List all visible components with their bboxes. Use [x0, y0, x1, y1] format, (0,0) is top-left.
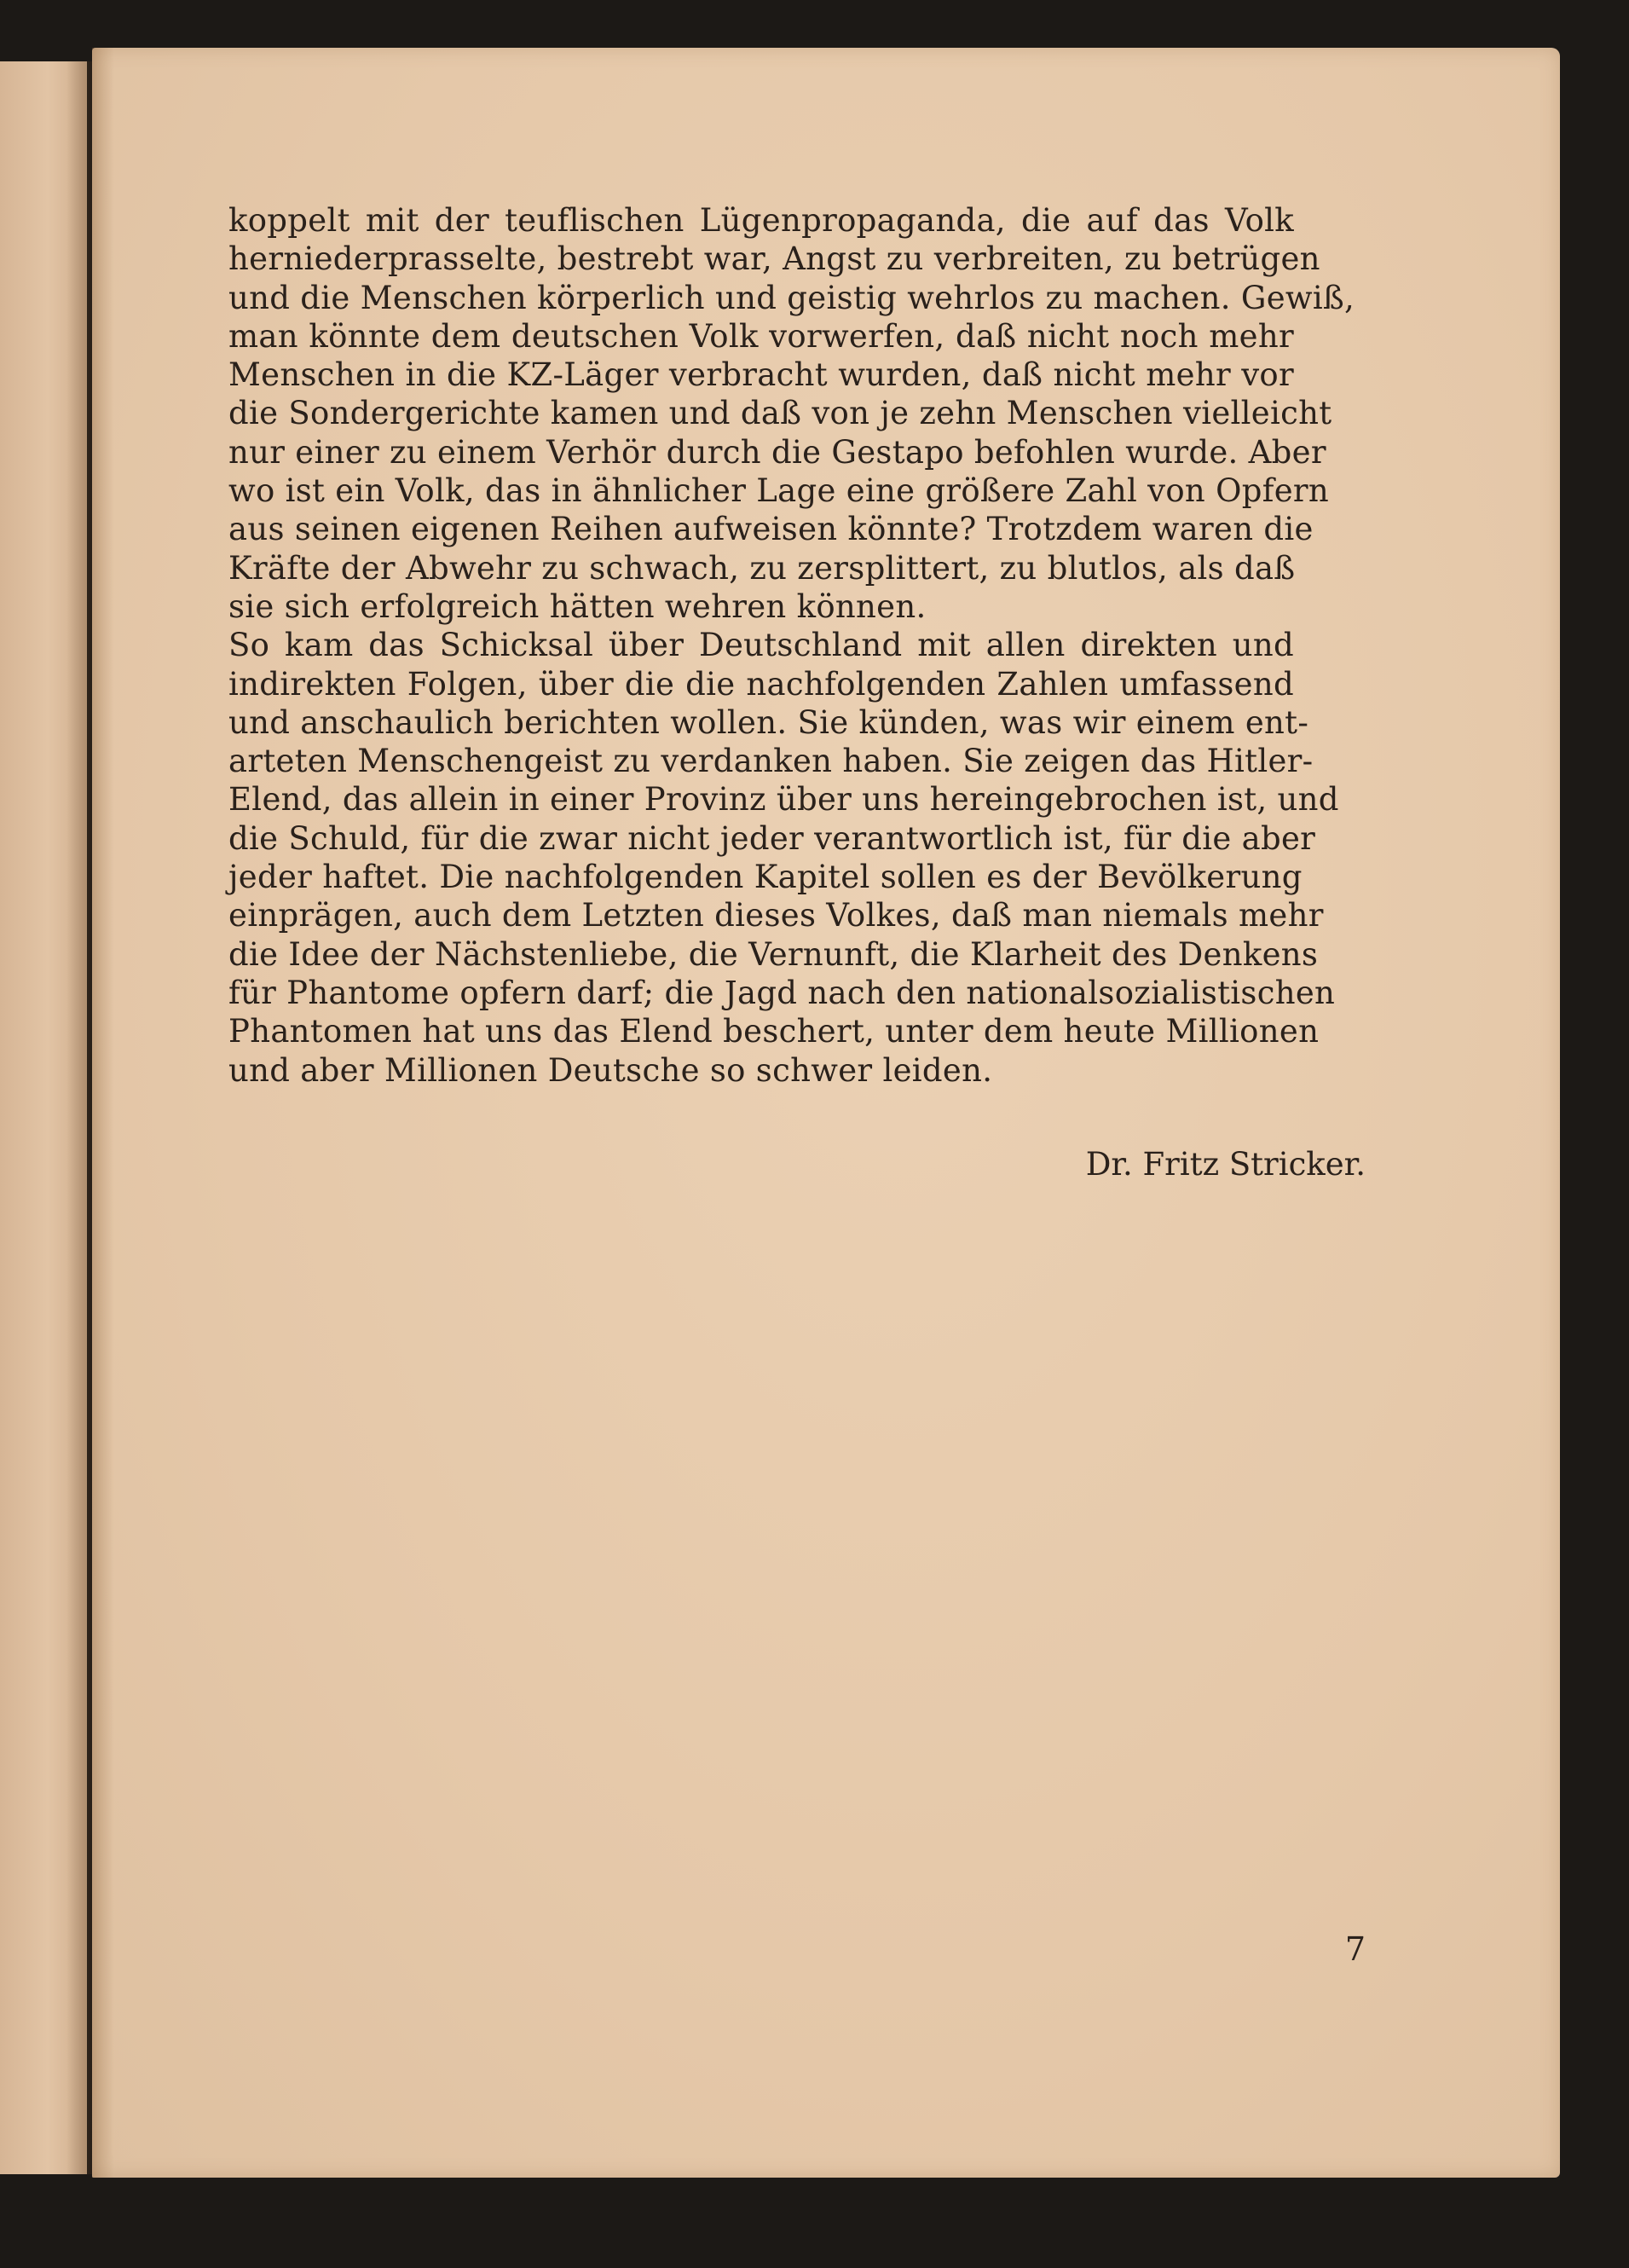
text-line: wo ist ein Volk, das in ähnlicher Lage eine größere Zahl von Opfern [228, 472, 1330, 510]
text-line: koppelt mit der teuflischen Lügenpropaganda, die auf das Volk [228, 202, 1294, 239]
body-text [228, 201, 1355, 1090]
text-line: und anschaulich berichten wollen. Sie künden, was wir einem ent- [228, 703, 1309, 741]
text-line: und die Menschen körperlich und geistig wehrlos zu machen. Gewiß, [228, 279, 1355, 316]
text-line: die Schuld, für die zwar nicht jeder verantwortlich ist, für die aber [228, 819, 1316, 857]
text-line: einprägen, auch dem Letzten dieses Volkes, daß man niemals mehr [228, 897, 1324, 934]
page-number: 7 [1344, 1930, 1366, 1968]
text-line: So kam das Schicksal über Deutschland mit allen direkten und [228, 627, 1294, 664]
text-line: die Sondergerichte kamen und daß von je zehn Menschen vielleicht [228, 395, 1332, 432]
text-line: für Phantome opfern darf; die Jagd nach den nationalsozialistischen [228, 974, 1336, 1011]
text-line: arteten Menschengeist zu verdanken haben. Sie zeigen das Hitler- [228, 743, 1314, 780]
text-line: indirekten Folgen, über die die nachfolgenden Zahlen umfassend [228, 665, 1294, 703]
text-line: die Idee der Nächstenliebe, die Vernunft, die Klarheit des Denkens [228, 935, 1319, 973]
text-line: und aber Millionen Deutsche so schwer leiden. [228, 1051, 993, 1089]
text-line: aus seinen eigenen Reihen aufweisen könnte? Trotzdem waren die [228, 511, 1314, 548]
text-line: herniederprasselte, bestrebt war, Angst zu verbreiten, zu betrügen [228, 240, 1320, 278]
book-page [92, 48, 1560, 2178]
text-line: sie sich erfolgreich hätten wehren können. [228, 587, 927, 625]
text-line: nur einer zu einem Verhör durch die Gestapo befohlen wurde. Aber [228, 433, 1326, 471]
text-line: man könnte dem deutschen Volk vorwerfen, daß nicht noch mehr [228, 317, 1294, 355]
page-gutter [92, 48, 114, 2178]
text-line: Kräfte der Abwehr zu schwach, zu zersplittert, zu blutlos, als daß [228, 549, 1296, 587]
text-line: Menschen in die KZ-Läger verbracht wurden, daß nicht mehr vor [228, 356, 1294, 394]
author-signature: Dr. Fritz Stricker. [1085, 1146, 1366, 1183]
text-line: Elend, das allein in einer Provinz über uns hereingebrochen ist, und [228, 781, 1339, 819]
text-line: jeder haftet. Die nachfolgenden Kapitel sollen es der Bevölkerung [228, 859, 1303, 896]
text-line: Phantomen hat uns das Elend beschert, unter dem heute Millionen [228, 1013, 1320, 1050]
